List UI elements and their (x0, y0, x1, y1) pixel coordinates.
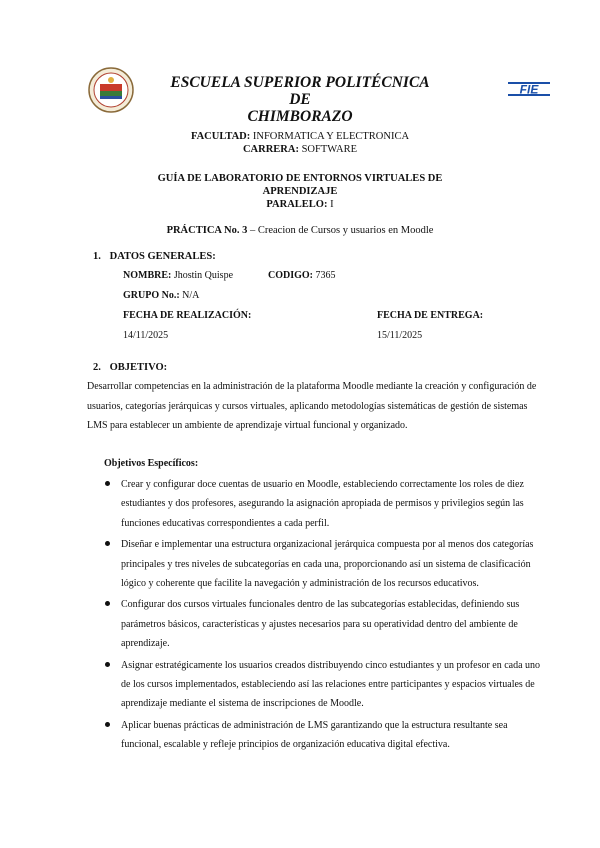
carrera-line (0, 143, 600, 156)
section1-title: DATOS GENERALES: (109, 251, 216, 262)
section2-number: 2. (93, 362, 101, 373)
bullet-icon (105, 722, 110, 727)
list-item (103, 716, 543, 755)
guide-title-line1: GUÍA DE LABORATORIO DE ENTORNOS VIRTUALES DE (157, 173, 443, 184)
bullet-icon (105, 541, 110, 546)
list-item (103, 656, 543, 714)
codigo-label: CODIGO: (268, 270, 313, 281)
list-item (103, 475, 543, 533)
espoch-seal-logo (88, 67, 134, 113)
practice-label: PRÁCTICA No. 3 (166, 225, 248, 236)
nombre-value: Jhostin Quispe (171, 270, 234, 281)
grupo-label: GRUPO No.: (123, 290, 180, 301)
carrera-label: CARRERA: (242, 144, 299, 155)
bullet-icon (105, 601, 110, 606)
guide-title-line2: APRENDIZAJE (262, 186, 338, 197)
nombre-field (123, 270, 233, 281)
list-item (103, 595, 543, 653)
section-datos-generales-heading (93, 251, 216, 262)
bullet-icon (105, 481, 110, 486)
codigo-field (268, 270, 336, 281)
fecha-entrega-label: FECHA DE ENTREGA: (377, 310, 484, 321)
list-item-text: Asignar estratégicamente los usuarios creados distribuyendo cinco estudiantes y un profesor en cada uno de los cursos implementados, estableciendo así las relaciones entre participantes y espacios virtuales de aprendizaje mediante el sistema de inscripciones de Moodle. (121, 659, 541, 710)
facultad-line (0, 130, 600, 143)
grupo-field (123, 290, 199, 301)
fecha-realizacion-label: FECHA DE REALIZACIÓN: (123, 310, 252, 321)
list-item-text: Configurar dos cursos virtuales funcionales dentro de las subcategorías establecidas, definiendo sus parámetros básicos, características y ajustes necesarios para su operatividad dentro del ambiente de aprendizaje. (121, 599, 520, 650)
grupo-value: N/A (179, 290, 200, 301)
guide-title-block (0, 172, 600, 211)
facultad-label: FACULTAD: (190, 131, 251, 142)
nombre-label: NOMBRE: (123, 270, 172, 281)
section1-number: 1. (93, 251, 101, 262)
paralelo-line (0, 198, 600, 211)
objetivo-paragraph: Desarrollar competencias en la administración de la plataforma Moodle mediante la creación y configuración de usuarios, categorías jerárquicas y cursos virtuales, aplicando metodologías sistemáticas de gestión de sistemas LMS para establecer un ambiente de aprendizaje virtual funcional y organizado. (87, 381, 537, 431)
section2-title: OBJETIVO: (109, 362, 168, 373)
fie-logo (508, 80, 550, 98)
school-name (160, 74, 440, 125)
fie-logo-text: FIE (519, 82, 539, 97)
fecha-entrega-value: 15/11/2025 (377, 330, 423, 341)
school-name-line1: ESCUELA SUPERIOR POLITÉCNICA DE (170, 74, 430, 108)
list-item-text: Aplicar buenas prácticas de administración de LMS garantizando que la estructura resultante sea funcional, escalable y refleje principios de organización educativa digital efectiva. (121, 719, 508, 751)
codigo-value: 7365 (313, 270, 336, 281)
carrera-value: SOFTWARE (298, 144, 358, 155)
list-item-text: Diseñar e implementar una estructura organizacional jerárquica compuesta por al menos dos categorías principales y tres niveles de subcategorías en cada una, proporcionando así un sistema de clasificación lógico y coherente que facilite la navegación y administración de los recursos educativos. (121, 539, 534, 590)
fecha-realizacion-value: 14/11/2025 (123, 330, 169, 341)
section-objetivo-heading (93, 362, 167, 373)
bullet-icon (105, 662, 110, 667)
faculty-block (0, 130, 600, 156)
paralelo-label: PARALELO: (266, 199, 328, 210)
list-item (103, 535, 543, 593)
objetivos-especificos-heading: Objetivos Específicos: (104, 458, 199, 469)
facultad-value: INFORMATICA Y ELECTRONICA (250, 131, 410, 142)
practice-title: – Creacion de Cursos y usuarios en Moodle (247, 225, 434, 236)
school-name-line2: CHIMBORAZO (247, 108, 353, 125)
practice-line (0, 224, 600, 237)
objetivos-especificos-list (103, 475, 543, 757)
list-item-text: Crear y configurar doce cuentas de usuario en Moodle, estableciendo correctamente los roles de diez estudiantes y dos profesores, asegurando la asignación apropiada de permisos y privilegios según las funciones educativas correspondientes a cada perfil. (121, 479, 524, 529)
paralelo-value: I (327, 199, 334, 210)
